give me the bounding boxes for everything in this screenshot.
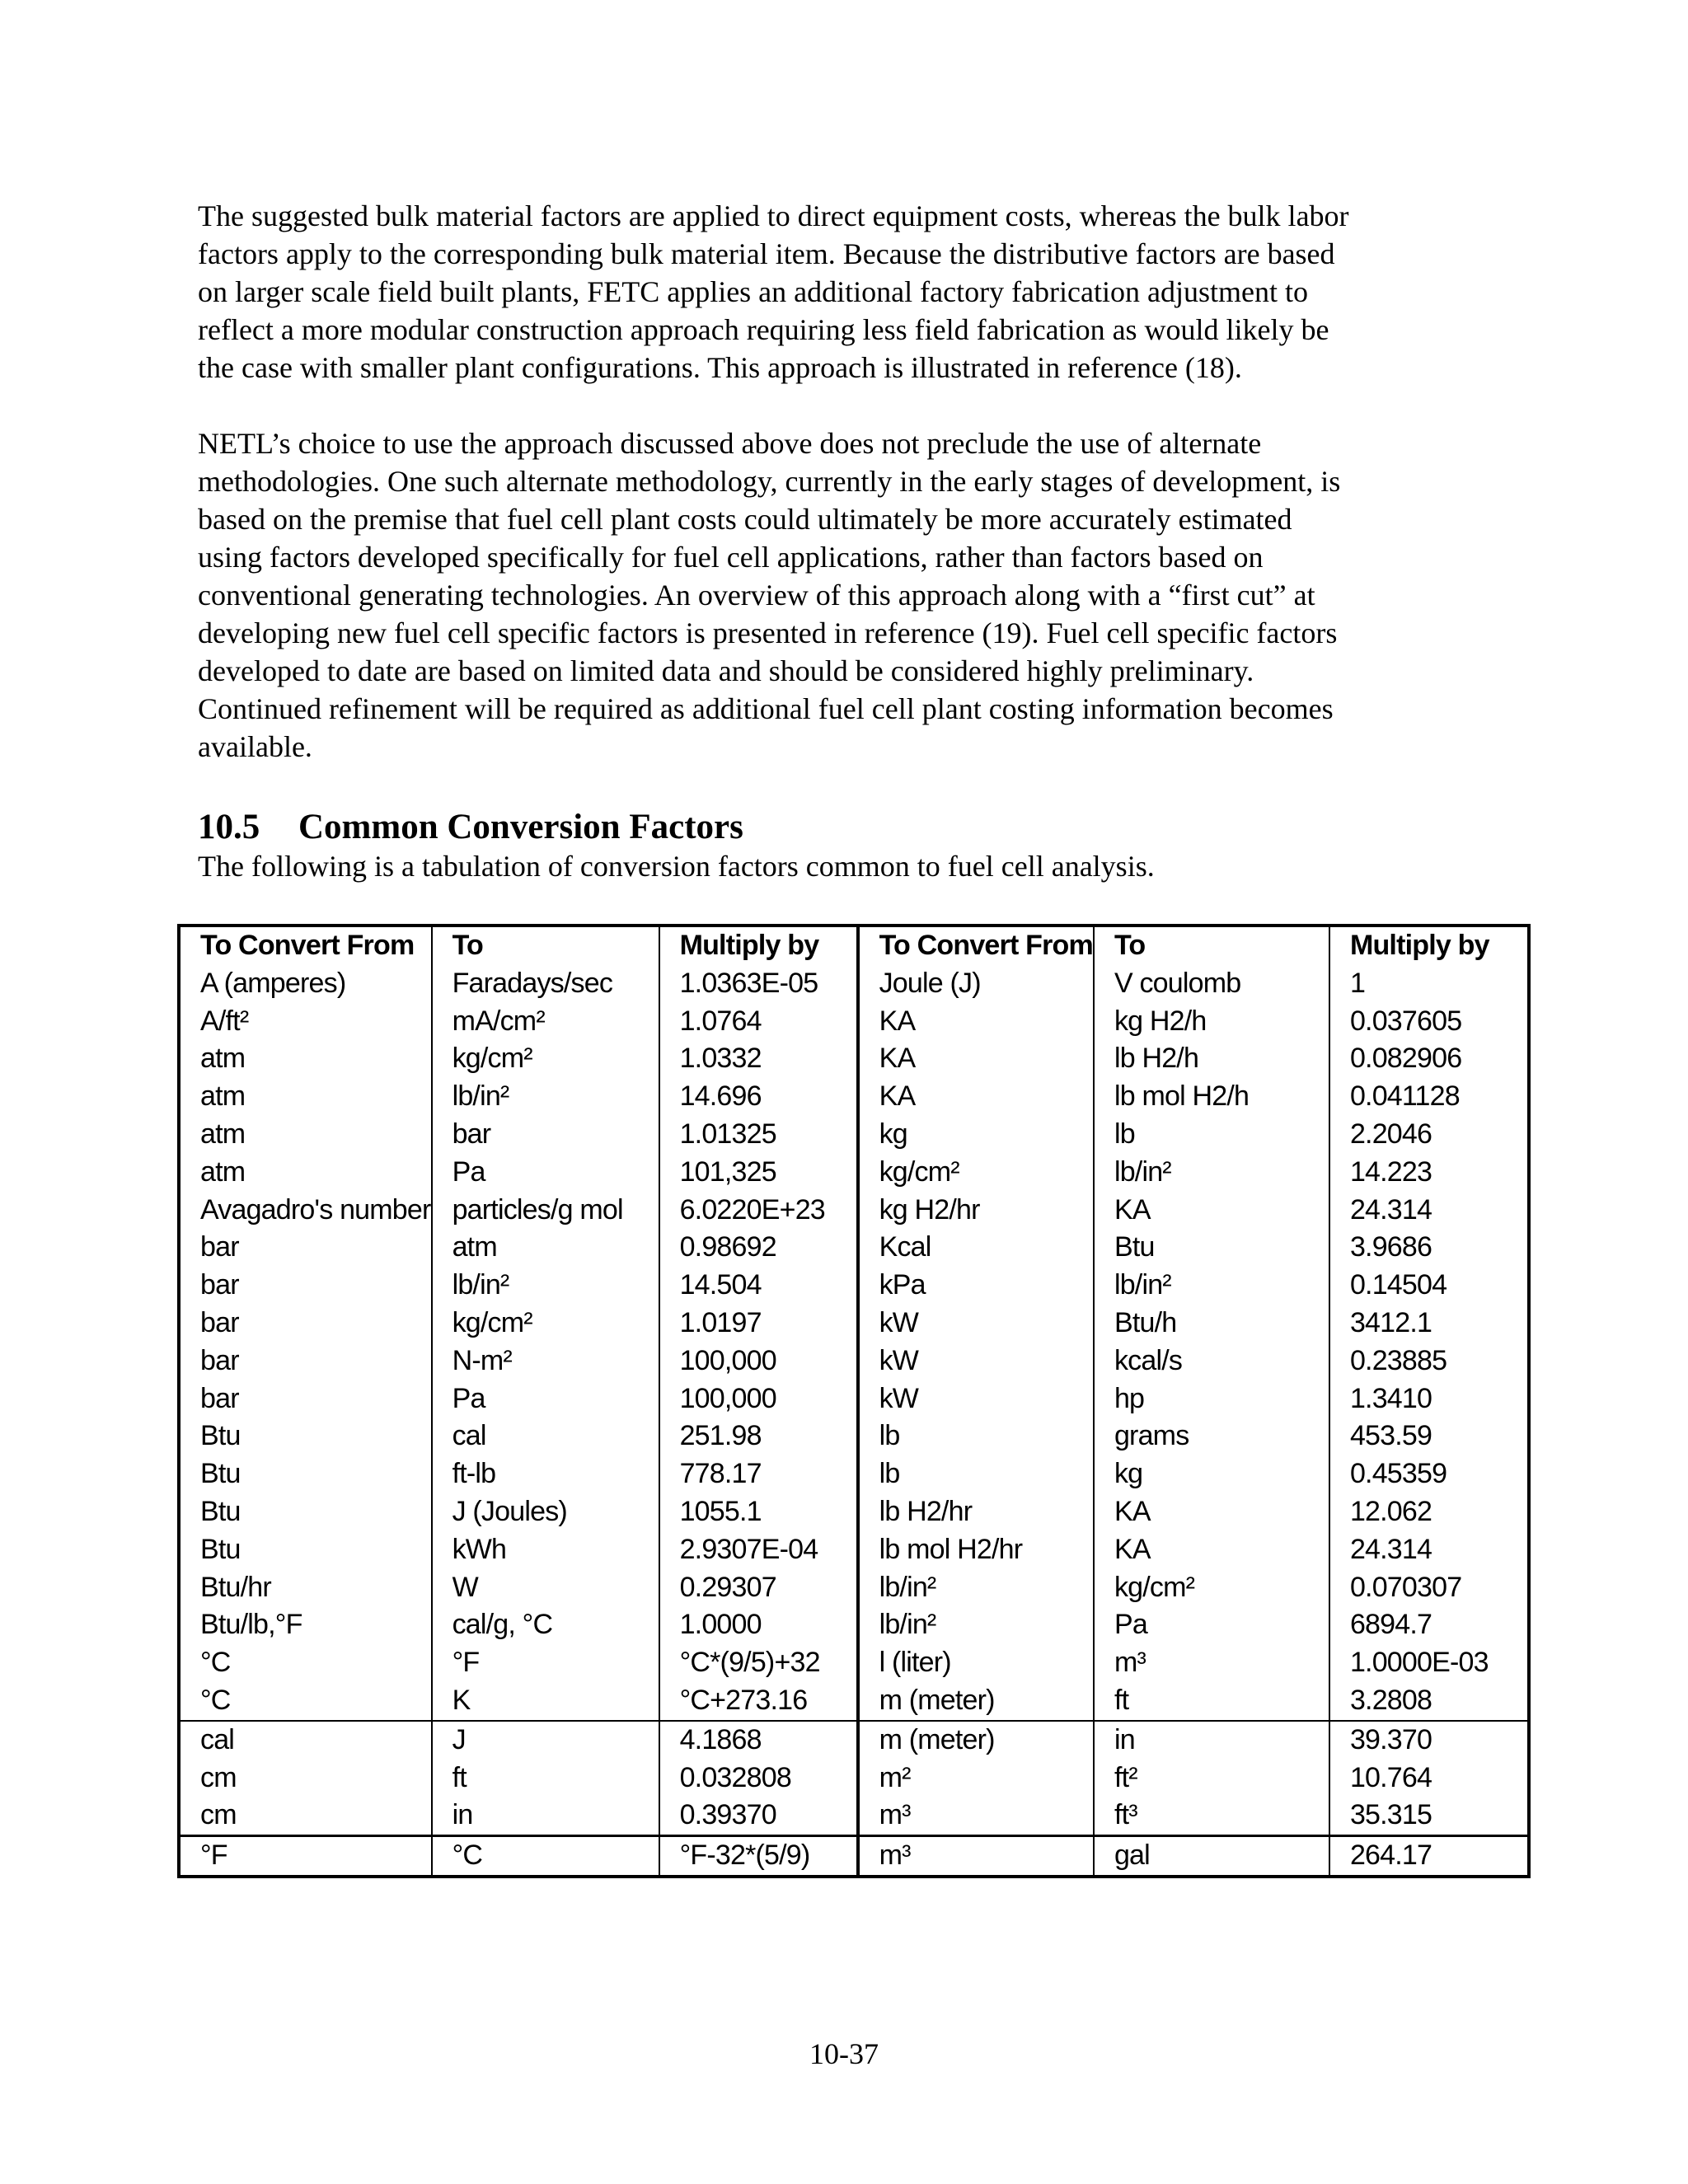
table-row [179, 1003, 1529, 1041]
table-row [179, 1380, 1529, 1418]
table-cell: 251.98 [659, 1418, 858, 1455]
table-cell: cm [200, 1761, 237, 1793]
table-cell: Avagadro's number [200, 1193, 431, 1226]
table-cell: cal/g, °C [432, 1606, 659, 1644]
table-cell: l (liter) [858, 1644, 1094, 1682]
paragraph-line: NETL’s choice to use the approach discussed above does not preclude the use of alternate [198, 427, 1262, 460]
table-cell: 10.764 [1329, 1760, 1529, 1797]
table-cell: Pa [432, 1380, 659, 1418]
table-cell: m³ [1094, 1644, 1329, 1682]
table-cell: atm [200, 1043, 246, 1075]
table-cell: Pa [1094, 1606, 1329, 1644]
table-cell: 39.370 [1329, 1721, 1529, 1760]
header-cell: Multiply by [659, 926, 858, 965]
paragraph-line: the case with smaller plant configurations. This approach is illustrated in reference (18). [198, 351, 1242, 384]
table-cell: A (amperes) [200, 967, 346, 999]
table-cell: kg/cm² [858, 1154, 1094, 1192]
table-row [179, 1078, 1529, 1116]
table-cell: lb mol H2/h [1094, 1078, 1329, 1116]
table-cell: kg/cm² [432, 1040, 659, 1078]
table-body [179, 965, 1529, 1877]
table-cell: kW [858, 1305, 1094, 1343]
table-row [179, 1343, 1529, 1380]
table-cell: 101,325 [659, 1154, 858, 1192]
table-cell: lb/in² [1094, 1154, 1329, 1192]
paragraph-line: developing new fuel cell specific factors is presented in reference (19). Fuel cell specific factors [198, 616, 1338, 649]
table-cell: 453.59 [1329, 1418, 1529, 1455]
table-cell: kg H2/hr [858, 1192, 1094, 1230]
table-cell: °C [200, 1684, 231, 1716]
table-cell: Btu/lb,°F [200, 1609, 302, 1641]
table-cell: lb/in² [432, 1267, 659, 1305]
table-cell: 0.39370 [659, 1797, 858, 1835]
table-cell: 1.0363E-05 [659, 965, 858, 1003]
table-row [179, 965, 1529, 1003]
table-cell: 0.29307 [659, 1569, 858, 1607]
table-cell: 4.1868 [659, 1721, 858, 1760]
table-cell: in [1094, 1721, 1329, 1760]
table-cell: kg/cm² [1094, 1569, 1329, 1607]
table-cell: bar [432, 1116, 659, 1154]
table-cell: N-m² [432, 1343, 659, 1380]
paragraph-line: based on the premise that fuel cell plant costs could ultimately be more accurately estimated [198, 503, 1292, 536]
table-cell: 1.0197 [659, 1305, 858, 1343]
table-cell: J (Joules) [432, 1493, 659, 1531]
table-cell: 12.062 [1329, 1493, 1529, 1531]
table-cell: Btu [200, 1458, 241, 1490]
table-cell: Btu/hr [200, 1571, 271, 1603]
table-cell: 1.0000E-03 [1329, 1644, 1529, 1682]
paragraph-line: methodologies. One such alternate methodology, currently in the early stages of development, is [198, 465, 1341, 498]
table-cell: Pa [432, 1154, 659, 1192]
table-cell: m³ [858, 1836, 1094, 1877]
table-cell: 0.98692 [659, 1229, 858, 1267]
table-cell: Btu/h [1094, 1305, 1329, 1343]
table-cell: Kcal [858, 1229, 1094, 1267]
table-cell: °C [200, 1647, 231, 1679]
paragraph-line: The suggested bulk material factors are applied to direct equipment costs, whereas the bulk labor [198, 199, 1349, 232]
table-cell: ft [1094, 1682, 1329, 1721]
table-cell: ft³ [1094, 1797, 1329, 1835]
table-cell: 1.01325 [659, 1116, 858, 1154]
header-cell: To [1094, 926, 1329, 965]
table-cell: kWh [432, 1531, 659, 1569]
table-cell: 0.032808 [659, 1760, 858, 1797]
table-cell: lb/in² [1094, 1267, 1329, 1305]
table-cell: bar [200, 1269, 239, 1301]
table-cell: 0.041128 [1329, 1078, 1529, 1116]
table-cell: Btu [200, 1533, 241, 1565]
table-cell: lb [1094, 1116, 1329, 1154]
table-cell: cal [432, 1418, 659, 1455]
table-cell: 14.504 [659, 1267, 858, 1305]
table-cell: kg [1094, 1455, 1329, 1493]
table-cell: 0.23885 [1329, 1343, 1529, 1380]
paragraph-line: developed to date are based on limited data and should be considered highly preliminary. [198, 654, 1254, 687]
table-cell: m³ [858, 1797, 1094, 1835]
paragraph-line: on larger scale field built plants, FETC applies an additional factory fabrication adjustment to [198, 275, 1308, 308]
table-cell: °C [432, 1836, 659, 1877]
table-cell: °F [432, 1644, 659, 1682]
table-cell: bar [200, 1344, 239, 1376]
table-cell: bar [200, 1231, 239, 1263]
table-cell: 14.696 [659, 1078, 858, 1116]
table-cell: K [432, 1682, 659, 1721]
table-cell: kg/cm² [432, 1305, 659, 1343]
table-cell: W [432, 1569, 659, 1607]
table-cell: in [432, 1797, 659, 1835]
table-cell: KA [858, 1003, 1094, 1041]
table-cell: KA [1094, 1192, 1329, 1230]
table-cell: ft² [1094, 1760, 1329, 1797]
table-cell: lb mol H2/hr [858, 1531, 1094, 1569]
table-row [179, 1418, 1529, 1455]
table-cell: kg H2/h [1094, 1003, 1329, 1041]
table-cell: ft [432, 1760, 659, 1797]
table-cell: 3412.1 [1329, 1305, 1529, 1343]
section-title: Common Conversion Factors [298, 808, 743, 846]
table-row [179, 1116, 1529, 1154]
table-row [179, 1644, 1529, 1682]
table-cell: Btu [200, 1495, 241, 1527]
table-cell: m (meter) [858, 1721, 1094, 1760]
table-header-row [179, 926, 1529, 965]
table-cell: 1.0764 [659, 1003, 858, 1041]
table-cell: lb/in² [432, 1078, 659, 1116]
paragraph-line: reflect a more modular construction approach requiring less field fabrication as would likely be [198, 313, 1329, 346]
table-row [179, 1606, 1529, 1644]
table-cell: kPa [858, 1267, 1094, 1305]
table-cell: 1055.1 [659, 1493, 858, 1531]
paragraph-bulk-factors [198, 197, 1517, 387]
table-cell: Faradays/sec [432, 965, 659, 1003]
paragraph-line: using factors developed specifically for fuel cell applications, rather than factors based on [198, 541, 1264, 574]
table-cell: 100,000 [659, 1343, 858, 1380]
table-cell: 1.0332 [659, 1040, 858, 1078]
paragraph-line: available. [198, 730, 312, 763]
table-cell: bar [200, 1382, 239, 1414]
table-cell: lb H2/h [1094, 1040, 1329, 1078]
table-cell: Joule (J) [858, 965, 1094, 1003]
header-cell: To Convert From [858, 926, 1094, 965]
table-cell: KA [858, 1078, 1094, 1116]
table-cell: bar [200, 1306, 239, 1338]
table-cell: KA [1094, 1531, 1329, 1569]
table-cell: °F [179, 1836, 432, 1877]
table-cell: lb [858, 1418, 1094, 1455]
section-heading [198, 806, 743, 849]
conversion-factors-table [177, 924, 1531, 1878]
table-row [179, 1682, 1529, 1721]
table-cell: grams [1094, 1418, 1329, 1455]
paragraph-line: Continued refinement will be required as additional fuel cell plant costing information becomes [198, 692, 1334, 725]
table-cell: A/ft² [200, 1005, 249, 1037]
table-cell: atm [200, 1155, 246, 1188]
table-row [179, 1493, 1529, 1531]
table-cell: 1.0000 [659, 1606, 858, 1644]
table-cell: 3.9686 [1329, 1229, 1529, 1267]
table-row [179, 1721, 1529, 1760]
table-row [179, 1455, 1529, 1493]
table-cell: 24.314 [1329, 1531, 1529, 1569]
table-cell: 1 [1329, 965, 1529, 1003]
table-cell: 3.2808 [1329, 1682, 1529, 1721]
table-cell: kg [858, 1116, 1094, 1154]
table-cell: 264.17 [1329, 1836, 1529, 1877]
table-cell: 6.0220E+23 [659, 1192, 858, 1230]
table-cell: kW [858, 1380, 1094, 1418]
table-cell: lb/in² [858, 1569, 1094, 1607]
table-cell: V coulomb [1094, 965, 1329, 1003]
table-row [179, 1836, 1529, 1877]
table-row [179, 1531, 1529, 1569]
header-cell: Multiply by [1329, 926, 1529, 965]
header-cell: To Convert From [200, 930, 415, 961]
table-cell: cal [179, 1721, 432, 1760]
paragraph-line: factors apply to the corresponding bulk material item. Because the distributive factors are based [198, 237, 1335, 270]
table-cell: 778.17 [659, 1455, 858, 1493]
table-cell: 1.3410 [1329, 1380, 1529, 1418]
table-cell: hp [1094, 1380, 1329, 1418]
table-cell: atm [200, 1080, 246, 1113]
table-row [179, 1267, 1529, 1305]
table-cell: 0.070307 [1329, 1569, 1529, 1607]
table-row [179, 1192, 1529, 1230]
table-cell: m (meter) [858, 1682, 1094, 1721]
section-intro: The following is a tabulation of conversion factors common to fuel cell analysis. [198, 850, 1155, 883]
table-row [179, 1569, 1529, 1607]
table-cell: mA/cm² [432, 1003, 659, 1041]
table-cell: 6894.7 [1329, 1606, 1529, 1644]
page-number: 10-37 [809, 2037, 879, 2070]
table-cell: lb H2/hr [858, 1493, 1094, 1531]
table-row [179, 1154, 1529, 1192]
table-cell: 2.9307E-04 [659, 1531, 858, 1569]
table-cell: lb/in² [858, 1606, 1094, 1644]
table-cell: °C+273.16 [659, 1682, 858, 1721]
table-cell: m² [858, 1760, 1094, 1797]
table-cell: 2.2046 [1329, 1116, 1529, 1154]
table-cell: 35.315 [1329, 1797, 1529, 1835]
section-number: 10.5 [198, 808, 260, 846]
table-cell: 0.037605 [1329, 1003, 1529, 1041]
table-cell: °F-32*(5/9) [659, 1836, 858, 1877]
table-cell: 100,000 [659, 1380, 858, 1418]
header-cell: To [432, 926, 659, 965]
table-cell: atm [432, 1229, 659, 1267]
table-cell: Btu [1094, 1229, 1329, 1267]
table-cell: particles/g mol [432, 1192, 659, 1230]
table-row [179, 1040, 1529, 1078]
paragraph-line: conventional generating technologies. An overview of this approach along with a “first cut” at [198, 579, 1315, 612]
table-cell: 0.082906 [1329, 1040, 1529, 1078]
table-cell: 0.14504 [1329, 1267, 1529, 1305]
table-cell: atm [200, 1118, 246, 1150]
table-row [179, 1305, 1529, 1343]
table-cell: lb [858, 1455, 1094, 1493]
table-cell: °C*(9/5)+32 [659, 1644, 858, 1682]
paragraph-alternate-methodology [198, 424, 1517, 766]
table-cell: Btu [200, 1420, 241, 1452]
table-cell: 24.314 [1329, 1192, 1529, 1230]
table-cell: kW [858, 1343, 1094, 1380]
table-row [179, 1229, 1529, 1267]
table-cell: KA [1094, 1493, 1329, 1531]
table-cell: KA [858, 1040, 1094, 1078]
table-cell: ft-lb [432, 1455, 659, 1493]
table-cell: 0.45359 [1329, 1455, 1529, 1493]
table-cell: 14.223 [1329, 1154, 1529, 1192]
table-cell: kcal/s [1094, 1343, 1329, 1380]
table-row [179, 1797, 1529, 1835]
table-cell: J [432, 1721, 659, 1760]
table-cell: cm [200, 1799, 237, 1831]
table-cell: gal [1094, 1836, 1329, 1877]
table-row [179, 1760, 1529, 1797]
